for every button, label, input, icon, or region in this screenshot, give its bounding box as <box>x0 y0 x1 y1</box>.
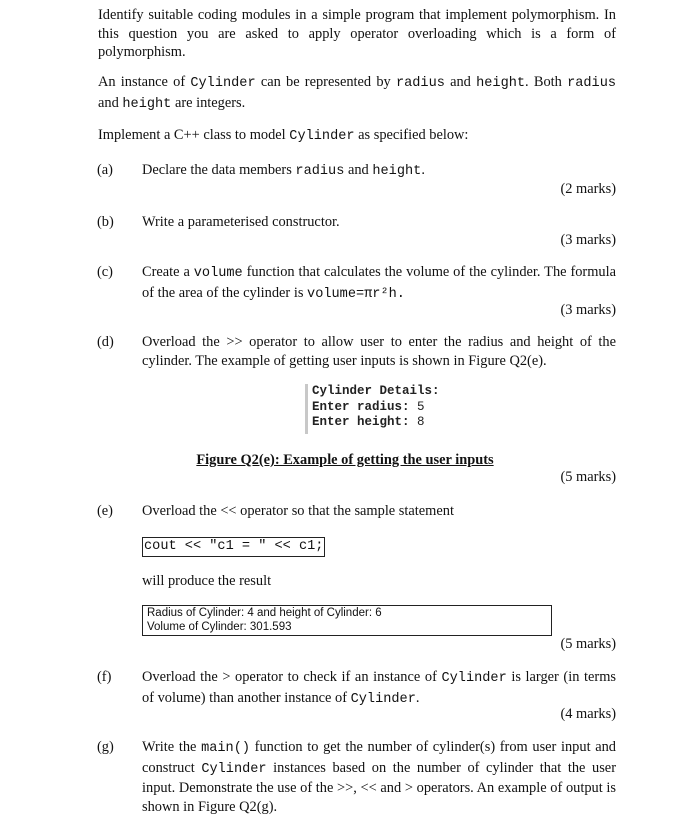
implement-instruction <box>98 126 616 147</box>
code-class-name: Cylinder <box>289 129 355 144</box>
text-run: function to get the number of cylinder(s) from user input and construct <box>142 739 616 776</box>
text-run: Write the <box>142 739 202 755</box>
code-class-name: Cylinder <box>201 761 267 777</box>
question-e-result-intro: will produce the result <box>142 573 272 589</box>
result-line-1: Radius of Cylinder: 4 and height of Cylinder: 6 <box>147 607 382 619</box>
text-run: as specified below: <box>354 127 469 143</box>
marks-a: (2 marks) <box>560 181 616 197</box>
code-class-name: Cylinder <box>350 691 416 707</box>
text-run: function that calculates the volume of the cylinder. The formula of the area of the cylinder is <box>142 264 617 301</box>
console-height-value: 8 <box>417 415 425 429</box>
text-run: Overload the > operator to check if an instance of <box>142 669 442 685</box>
text-run: . <box>421 162 425 178</box>
question-a <box>142 161 616 182</box>
code-height: height <box>476 76 526 91</box>
text-run: Declare the data members <box>142 162 296 178</box>
sample-statement-code: cout << "c1 = " << c1; <box>142 537 325 557</box>
question-label-e: (e) <box>97 503 113 519</box>
console-height-label: Enter height: <box>312 415 418 429</box>
code-volume: volume <box>193 266 243 281</box>
text-run: and <box>344 162 373 178</box>
marks-b: (3 marks) <box>560 232 616 248</box>
marks-d: (5 marks) <box>560 469 616 485</box>
question-e: Overload the << operator so that the sample statement <box>142 503 454 519</box>
code-main: main() <box>201 741 251 756</box>
question-c <box>142 263 616 304</box>
question-d: Overload the >> operator to allow user to enter the radius and height of the cylinder. The example of getting user inputs is shown in Figure Q2(e). <box>142 334 616 369</box>
code-class-name: Cylinder <box>441 671 507 686</box>
marks-c: (3 marks) <box>560 302 616 318</box>
text-run: can be represented by <box>255 74 396 90</box>
question-label-b: (b) <box>97 214 114 230</box>
code-radius: radius <box>567 76 617 91</box>
console-title: Cylinder Details: <box>312 384 440 398</box>
text-run: Create a <box>142 264 194 280</box>
text-run: instances based on the number of cylinder that the user input. Demonstrate the use of the >>, << and > operators. An example of output is shown in Figure Q2(g). <box>142 759 616 815</box>
sample-result-box <box>142 605 552 636</box>
intro-paragraph <box>98 6 616 62</box>
figure-caption: Figure Q2(e): Example of getting the user inputs <box>196 452 494 468</box>
question-label-c: (c) <box>97 264 113 280</box>
question-label-f: (f) <box>97 669 112 685</box>
question-label-g: (g) <box>97 739 114 755</box>
console-height-line <box>312 415 462 431</box>
intro-text: Identify suitable coding modules in a simple program that implement polymorphism. In this question you are asked to apply operator overloading which is a form of polymorphism. <box>98 7 616 60</box>
result-line-2: Volume of Cylinder: 301.593 <box>147 621 292 633</box>
text-run: Implement a C++ class to model <box>98 127 290 143</box>
text-run: is larger (in terms of volume) than another instance of <box>142 669 616 706</box>
question-b: Write a parameterised constructor. <box>142 214 340 230</box>
console-radius-label: Enter radius: <box>312 399 418 414</box>
question-g <box>142 738 616 816</box>
code-radius: radius <box>295 164 345 179</box>
question-label-d: (d) <box>97 334 114 350</box>
code-class-name: Cylinder <box>190 76 256 91</box>
code-radius: radius <box>395 76 445 91</box>
text-run: . <box>415 689 420 706</box>
text-run: An instance of <box>98 74 191 90</box>
question-label-a: (a) <box>97 162 113 178</box>
text-run: are integers. <box>171 94 246 111</box>
marks-f: (4 marks) <box>560 706 616 722</box>
code-height: height <box>372 164 422 179</box>
code-height: height <box>122 96 172 112</box>
text-run: and <box>444 74 477 90</box>
console-radius-line <box>312 400 462 416</box>
text-run: . Both <box>525 74 568 90</box>
question-f <box>142 668 616 709</box>
cylinder-description <box>98 73 616 114</box>
text-run: and <box>98 94 123 111</box>
console-example <box>305 384 462 434</box>
marks-e: (5 marks) <box>560 636 616 652</box>
code-volume-formula: volume=πr²h. <box>307 286 405 302</box>
console-radius-value: 5 <box>417 399 425 414</box>
